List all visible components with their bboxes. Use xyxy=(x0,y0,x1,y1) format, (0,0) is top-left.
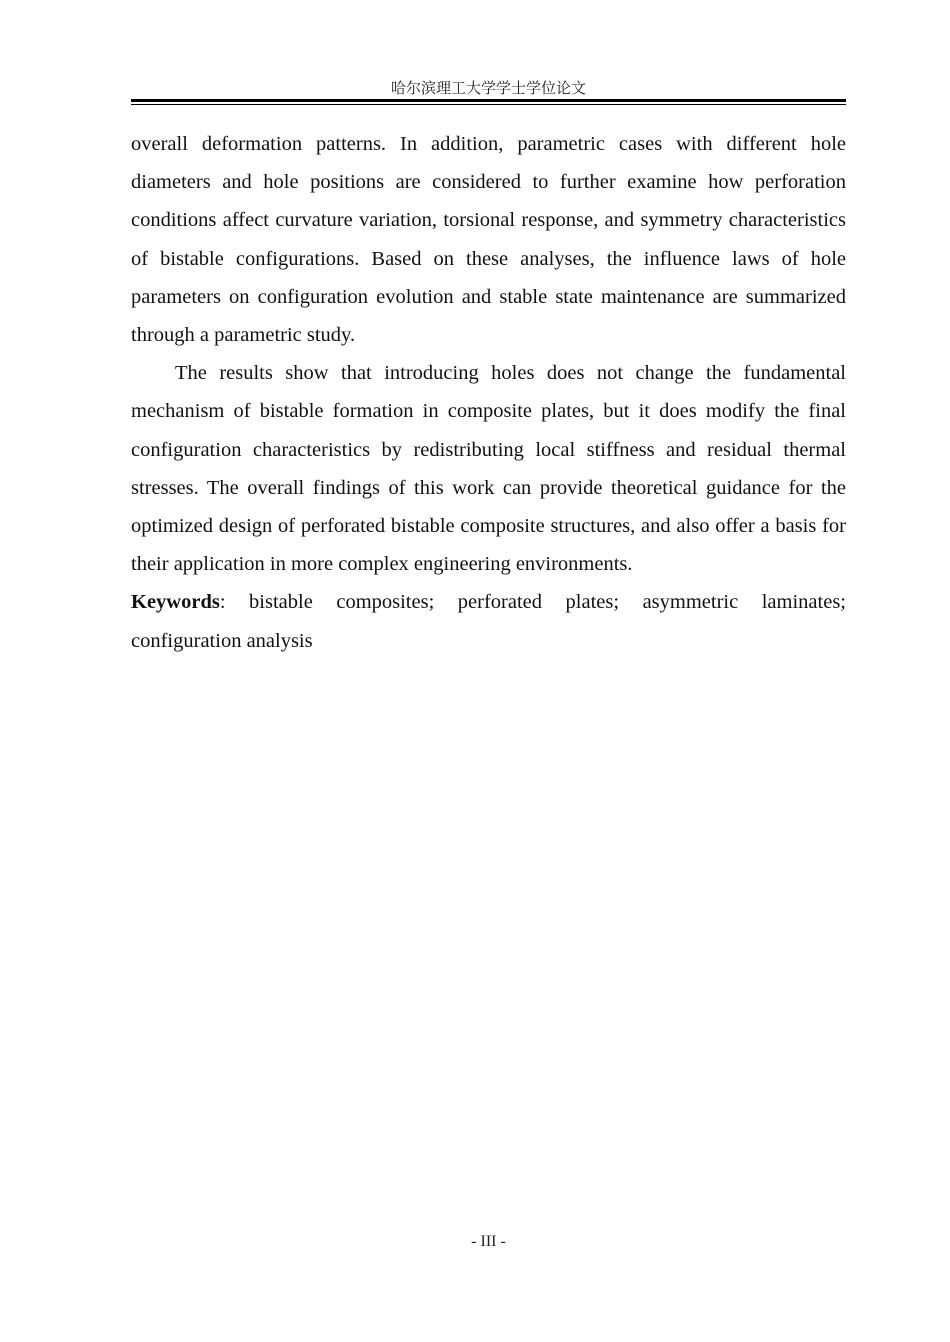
header-rule-thick xyxy=(131,99,846,102)
page-number: - III - xyxy=(471,1233,506,1250)
running-header: 哈尔滨理工大学学士学位论文 xyxy=(390,81,586,97)
abstract-paragraph: The results show that introducing holes does not change the fundamental mechanism of bistable formation in composite plates, but it does modify the final configuration characteristics by redistributing local stiffness and residual thermal stresses. The overall findings of this work can provide theoretical guidance for the optimized design of perforated bistable composite structures, and also offer a basis for their application in more complex engineering environments. xyxy=(131,362,846,576)
abstract-paragraph: overall deformation patterns. In addition, parametric cases with different hole diameters and hole positions are considered to further examine how perforation conditions affect curvature variation, torsional response, and symmetry characteristics of bistable configurations. Based on these analyses, the influence laws of hole parameters on configuration evolution and stable state maintenance are summarized through a parametric study. xyxy=(131,133,846,347)
keywords-line xyxy=(131,583,846,659)
abstract-body xyxy=(131,125,846,660)
keywords-separator: : xyxy=(219,591,226,614)
header-rule-thin xyxy=(131,104,846,105)
keywords-label: Keywords xyxy=(131,591,220,614)
keywords-text: bistable composites; perforated plates; asymmetric laminates; configuration analysis xyxy=(131,591,846,652)
